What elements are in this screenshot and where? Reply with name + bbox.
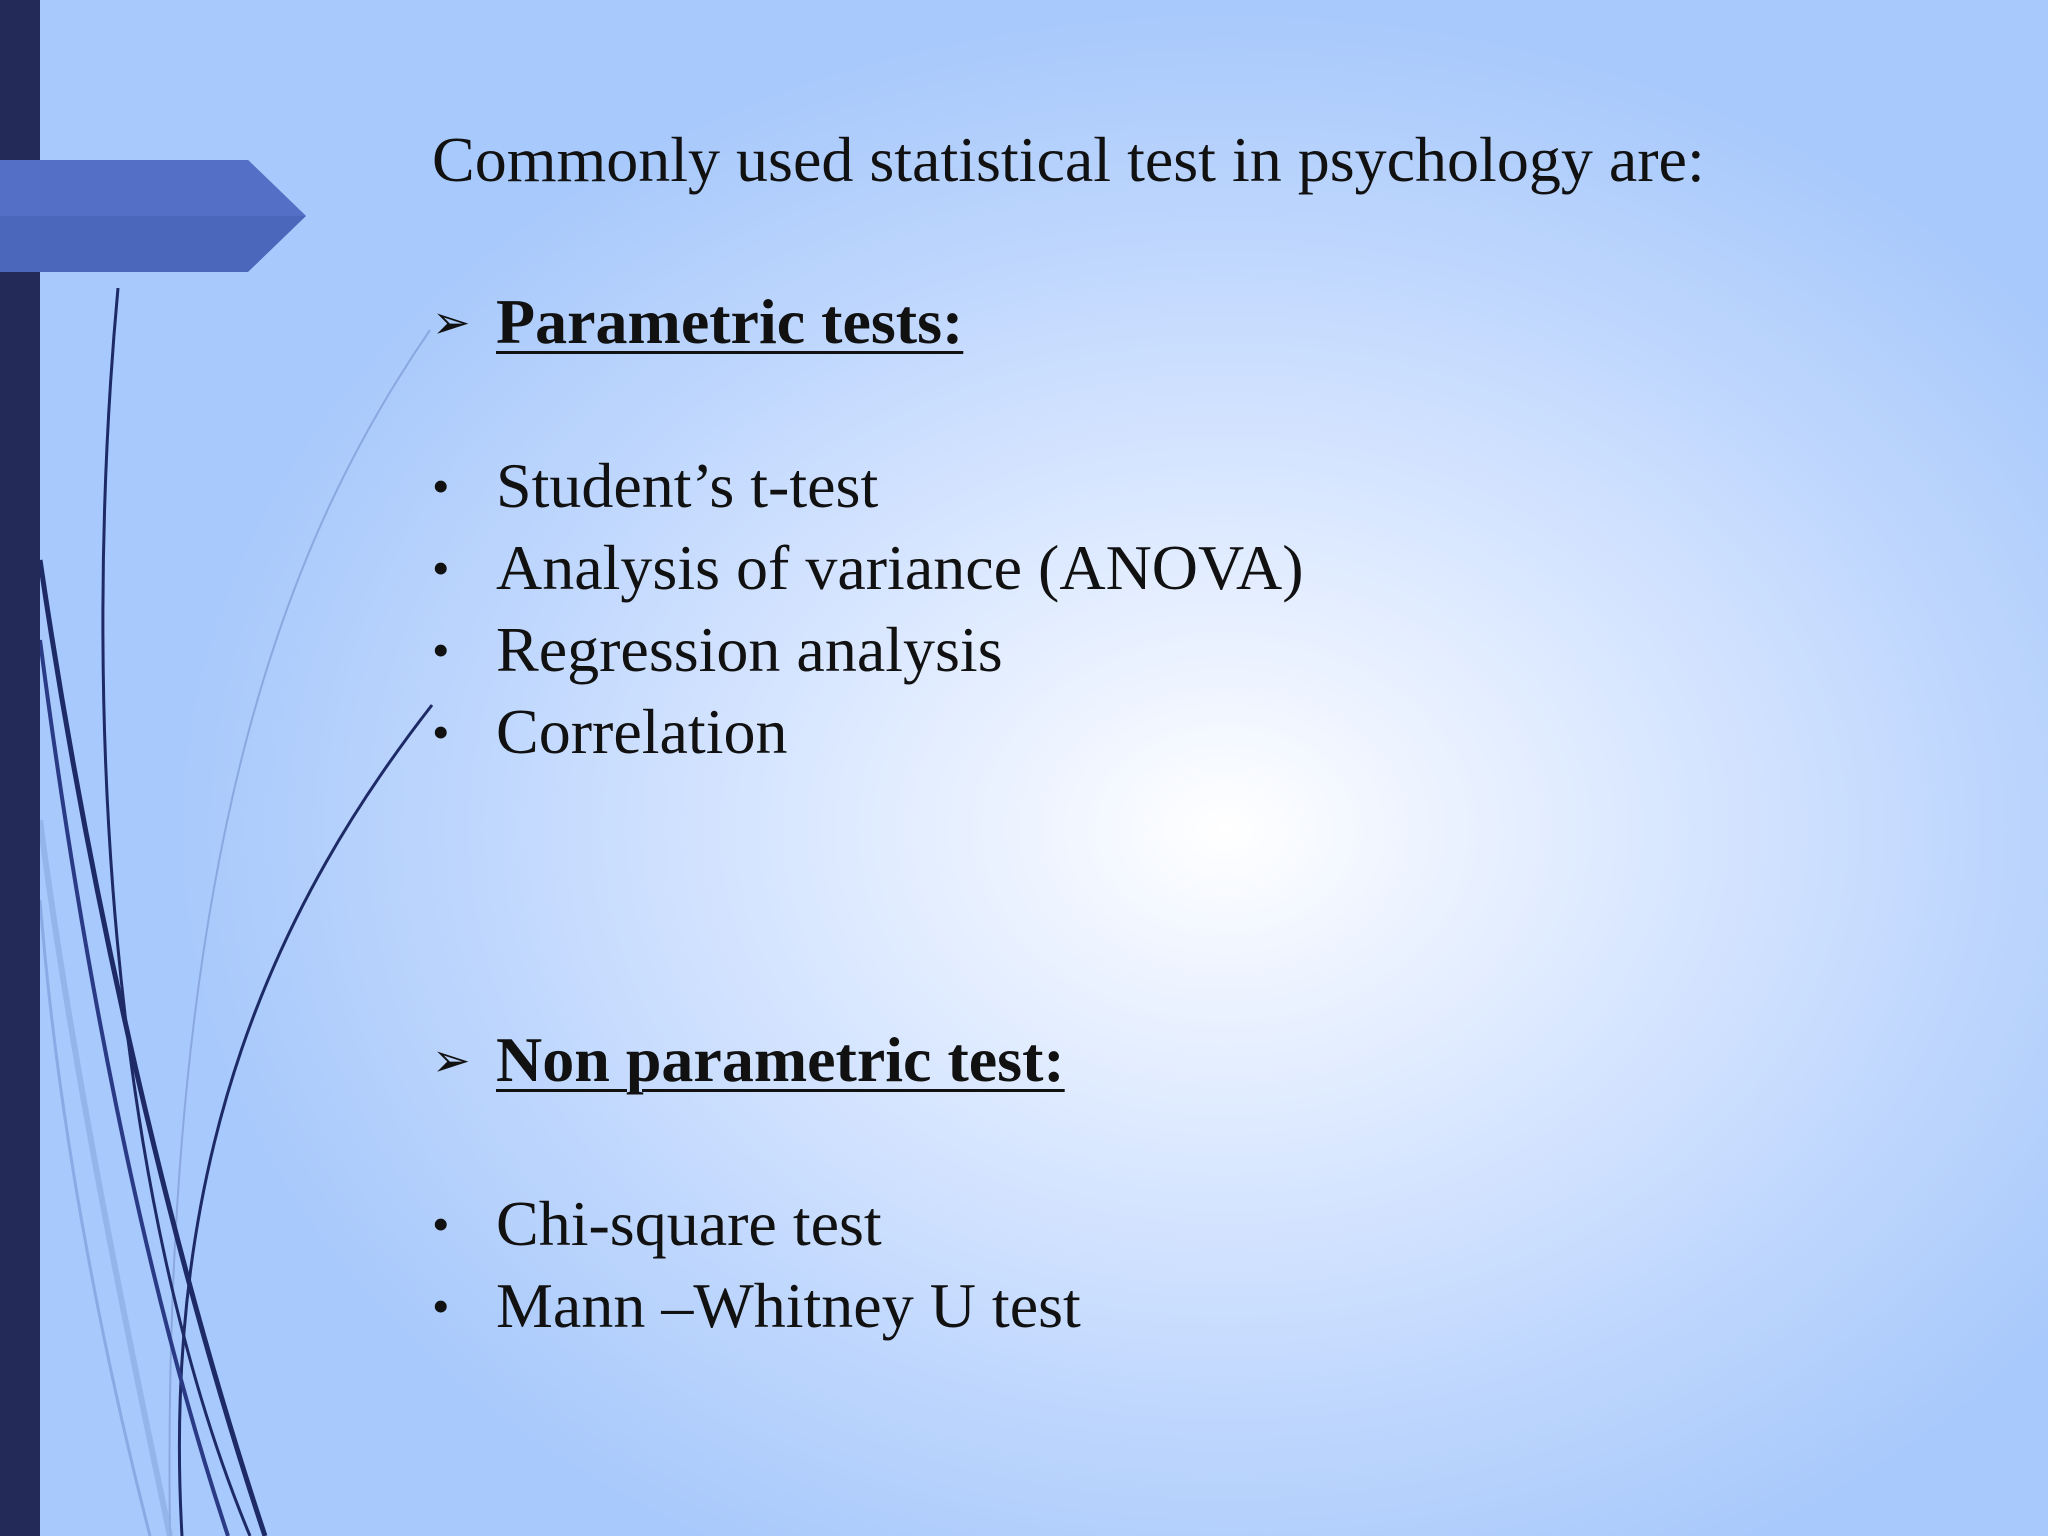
list-item-label: Analysis of variance (ANOVA) [496,532,1304,603]
arrowhead-bullet-icon: ➢ [432,1033,471,1087]
decor-line [103,288,250,1536]
header-tab-highlight [0,160,306,216]
list-item [432,445,1304,527]
list-item-label: Student’s t-test [496,450,879,521]
parametric-test-list [432,445,1304,773]
section-heading-parametric [432,280,963,364]
decor-line [179,705,432,1536]
arrowhead-bullet-icon: ➢ [432,295,471,349]
list-item [432,691,1304,773]
section-heading-label: Non parametric test: [496,1024,1065,1095]
list-item-label: Correlation [496,696,788,767]
bullet-dot-icon: • [432,540,450,596]
section-heading-non-parametric [432,1018,1065,1102]
list-item-label: Regression analysis [496,614,1003,685]
list-item [432,1183,1081,1265]
bullet-dot-icon: • [432,1196,450,1252]
section-heading-label: Parametric tests: [496,286,964,357]
list-item-label: Mann –Whitney U test [496,1270,1081,1341]
bullet-dot-icon: • [432,622,450,678]
slide-title: Commonly used statistical test in psychology are: [432,124,1705,195]
list-item-label: Chi-square test [496,1188,882,1259]
bullet-dot-icon: • [432,458,450,514]
bullet-dot-icon: • [432,1278,450,1334]
list-item [432,609,1304,691]
bullet-dot-icon: • [432,704,450,760]
list-item [432,527,1304,609]
non-parametric-test-list [432,1183,1081,1347]
list-item [432,1265,1081,1347]
